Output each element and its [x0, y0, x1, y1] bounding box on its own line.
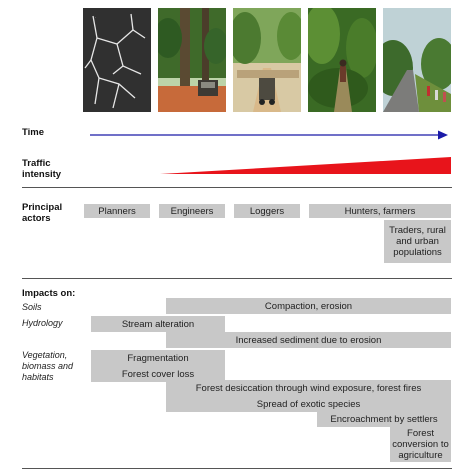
- impact-encroachment-settlers: Encroachment by settlers: [317, 411, 451, 427]
- actor-loggers: Loggers: [234, 204, 300, 218]
- impacts-label: Impacts on:: [22, 288, 76, 299]
- impact-exotic-species: Spread of exotic species: [166, 396, 451, 412]
- satellite-road-network-image: [83, 8, 151, 112]
- logging-road-truck-image: [158, 8, 226, 112]
- section-divider: [22, 468, 452, 469]
- impact-stream-alteration: Stream alteration: [91, 316, 225, 332]
- actor-engineers: Engineers: [159, 204, 225, 218]
- hydrology-label: Hydrology: [22, 318, 63, 328]
- logging-truck-on-road-image: [233, 8, 301, 112]
- paved-road-village-image: [383, 8, 451, 112]
- principal-actors-label: Principal actors: [22, 202, 63, 224]
- impact-forest-conversion: Forest conversion to agriculture: [390, 427, 451, 462]
- time-label: Time: [22, 127, 45, 138]
- impact-compaction-erosion: Compaction, erosion: [166, 298, 451, 314]
- soils-label: Soils: [22, 302, 42, 312]
- section-divider: [22, 187, 452, 188]
- impact-fragmentation: Fragmentation: [91, 350, 225, 366]
- actor-hunters-farmers: Hunters, farmers: [309, 204, 451, 218]
- impact-increased-sediment: Increased sediment due to erosion: [166, 332, 451, 348]
- traffic-intensity-label: Traffic intensity: [22, 158, 62, 180]
- forest-path-person-image: [308, 8, 376, 112]
- impact-forest-cover-loss: Forest cover loss: [91, 366, 225, 382]
- impact-forest-desiccation: Forest desiccation through wind exposure, forest fires: [166, 380, 451, 396]
- section-divider: [22, 278, 452, 279]
- vegetation-label: Vegetation, biomass and habitats: [22, 350, 74, 382]
- svg-text:.: .: [95, 14, 97, 19]
- time-arrow: [90, 128, 450, 140]
- actor-planners: Planners: [84, 204, 150, 218]
- traffic-intensity-wedge: [160, 157, 451, 174]
- actor-traders-populations: Traders, rural and urban populations: [384, 220, 451, 263]
